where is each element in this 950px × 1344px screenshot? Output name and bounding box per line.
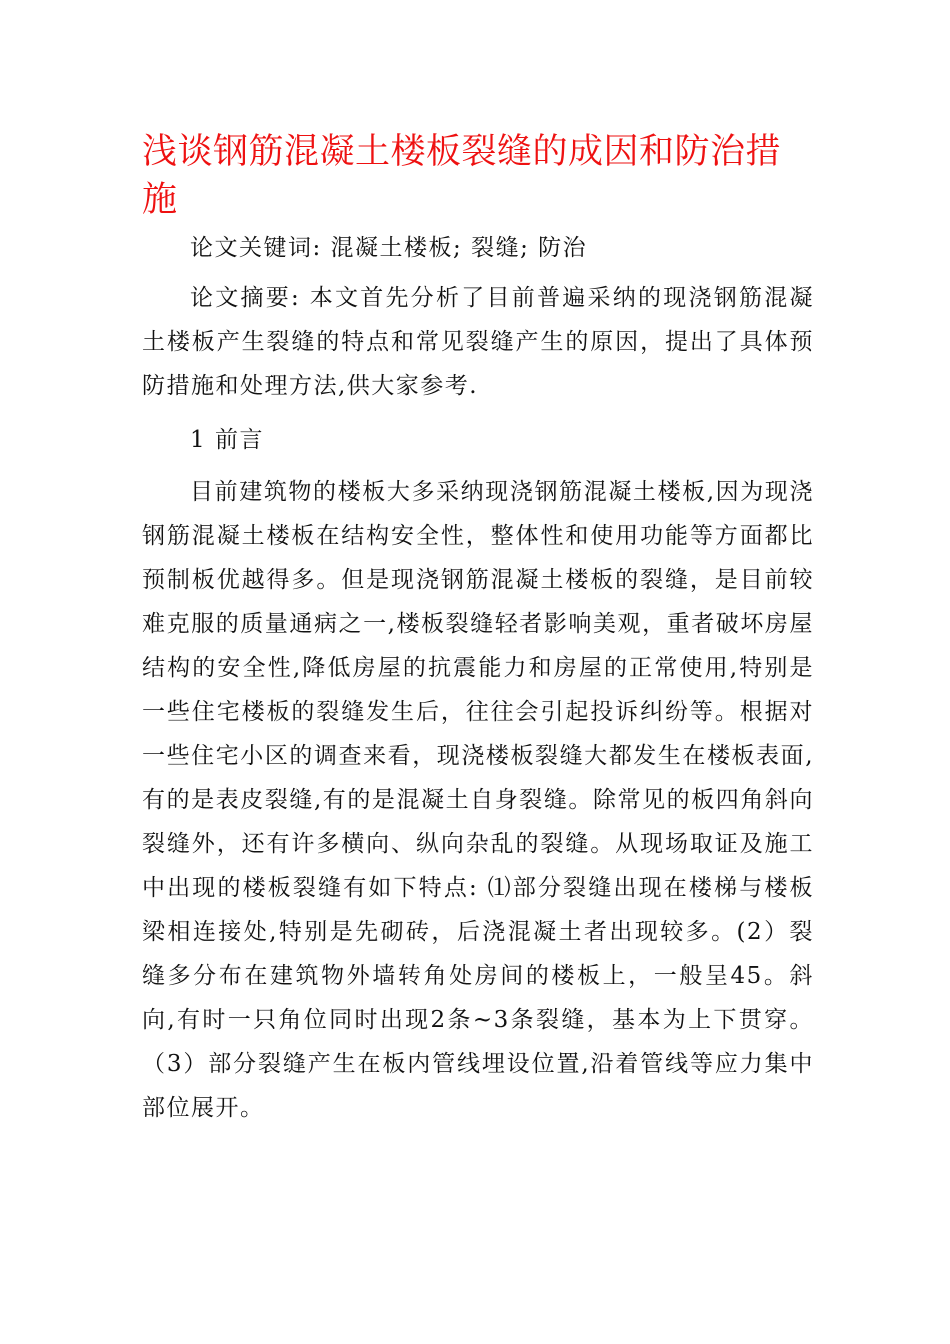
section-heading: 1 前言	[190, 427, 264, 453]
body-paragraph: 目前建筑物的楼板大多采纳现浇钢筋混凝土楼板,因为现浇钢筋混凝土楼板在结构安全性，整体性和使用功能等方面都比预制板优越得多。但是现浇钢筋混凝土楼板的裂缝，是目前较难克服的质量通病之一,楼板裂缝轻者影响美观，重者破坏房屋结构的安全性,降低房屋的抗震能力和房屋的正常使用,特别是一些住宅楼板的裂缝发生后，往往会引起投诉纠纷等。根据对一些住宅小区的调查来看，现浇楼板裂缝大都发生在楼板表面,有的是表皮裂缝,有的是混凝土自身裂缝。除常见的板四角斜向裂缝外，还有许多横向、纵向杂乱的裂缝。从现场取证及施工中出现的楼板裂缝有如下特点: ⑴部分裂缝出现在楼梯与楼板梁相连接处,特别是先砌砖，后浇混凝土者出现较多。(2）裂缝多分布在建筑物外墙转角处房间的楼板上，一般呈45。斜向,有时一只角位同时出现2条~3条裂缝，基本为上下贯穿。（3）部分裂缝产生在板内管线埋设位置,沿着管线等应力集中部位展开。	[142, 479, 814, 1121]
document-title: 浅谈钢筋混凝土楼板裂缝的成因和防治措施	[142, 132, 782, 220]
document-page	[142, 128, 814, 1130]
keywords-paragraph: 论文关键词: 混凝土楼板; 裂缝; 防治	[190, 235, 588, 261]
abstract-paragraph: 论文摘要: 本文首先分析了目前普遍采纳的现浇钢筋混凝土楼板产生裂缝的特点和常见裂缝产生的原因，提出了具体预防措施和处理方法,供大家参考.	[142, 285, 814, 399]
